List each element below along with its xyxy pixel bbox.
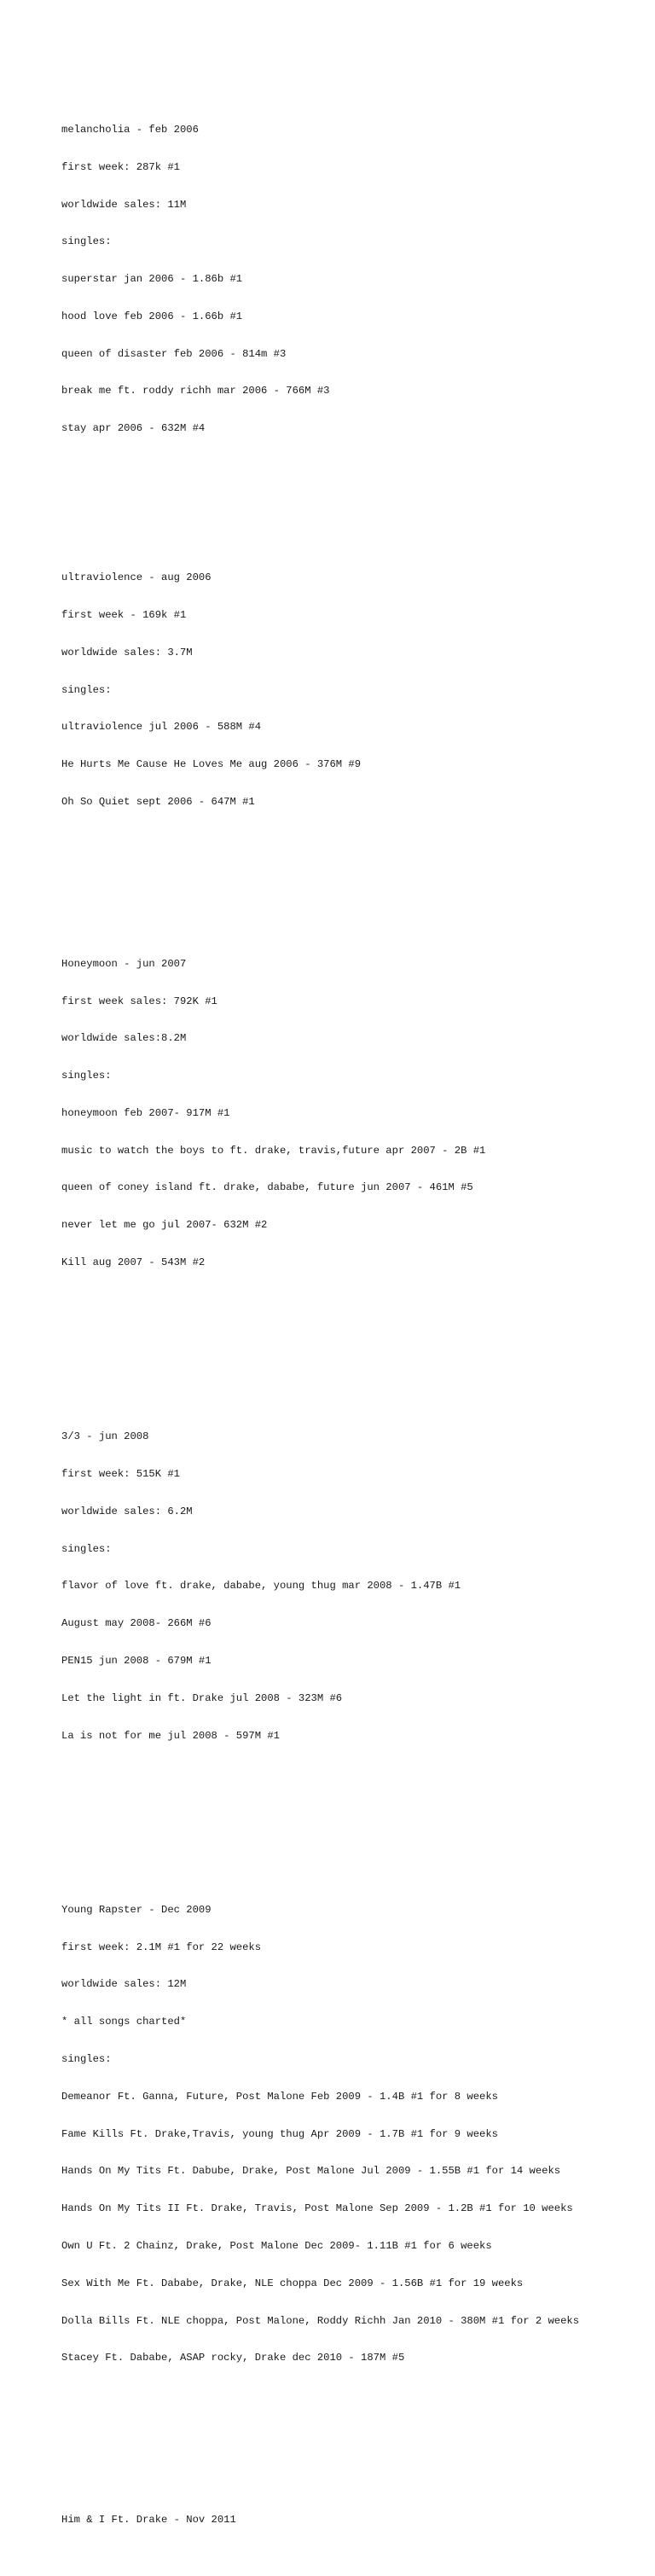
single-line: Hands On My Tits Ft. Dabube, Drake, Post Malone Jul 2009 - 1.55B #1 for 14 weeks (61, 2165, 561, 2178)
singles-heading: singles: (61, 235, 112, 248)
first-week-line: first week sales: 792K #1 (61, 995, 217, 1007)
single-line: superstar jan 2006 - 1.86b #1 (61, 273, 243, 286)
album-title: 3/3 - jun 2008 (61, 1430, 149, 1443)
album-title: Honeymoon - jun 2007 (61, 957, 187, 970)
album-title: Him & I Ft. Drake - Nov 2011 (61, 2514, 236, 2526)
worldwide-sales-line: worldwide sales: 3.7M (61, 646, 193, 659)
single-line: never let me go jul 2007- 632M #2 (61, 1219, 268, 1232)
album-section-melancholia (61, 99, 641, 460)
worldwide-sales-line: worldwide sales: 11M (61, 198, 187, 211)
single-line: queen of disaster feb 2006 - 814m #3 (61, 347, 287, 360)
single-line: Sex With Me Ft. Dababe, Drake, NLE choppa Dec 2009 - 1.56B #1 for 19 weeks (61, 2277, 524, 2289)
single-line: He Hurts Me Cause He Loves Me aug 2006 - 376M #9 (61, 758, 362, 771)
single-line: stay apr 2006 - 632M #4 (61, 422, 206, 435)
album-section-honeymoon (61, 933, 641, 1294)
singles-heading: singles: (61, 1070, 112, 1082)
single-line: queen of coney island ft. drake, dababe, future jun 2007 - 461M #5 (61, 1181, 473, 1194)
single-line: flavor of love ft. drake, dababe, young thug mar 2008 - 1.47B #1 (61, 1580, 461, 1593)
section-spacer (61, 497, 641, 510)
single-line: Dolla Bills Ft. NLE choppa, Post Malone, Roddy Richh Jan 2010 - 380M #1 for 2 weeks (61, 2314, 580, 2327)
worldwide-sales-line: worldwide sales: 12M (61, 1978, 187, 1991)
section-spacer (61, 1332, 641, 1369)
single-line: honeymoon feb 2007- 917M #1 (61, 1106, 230, 1119)
single-line: Oh So Quiet sept 2006 - 647M #1 (61, 796, 255, 809)
single-line: Demeanor Ft. Ganna, Future, Post Malone Feb 2009 - 1.4B #1 for 8 weeks (61, 2090, 498, 2103)
document-page (61, 61, 641, 2576)
section-spacer (61, 1804, 641, 1842)
single-line: La is not for me jul 2008 - 597M #1 (61, 1729, 280, 1742)
first-week-line: first week: 287k #1 (61, 160, 180, 173)
section-spacer (61, 2427, 641, 2451)
first-week-line: first week - 169k #1 (61, 609, 187, 622)
single-line: Let the light in ft. Drake jul 2008 - 323M #6 (61, 1691, 343, 1704)
album-title: Young Rapster - Dec 2009 (61, 1903, 212, 1916)
single-line: Kill aug 2007 - 543M #2 (61, 1256, 206, 1268)
first-week-line: first week: 2.1M #1 for 22 weeks (61, 1941, 262, 1953)
single-line: Own U Ft. 2 Chainz, Drake, Post Malone Dec 2009- 1.11B #1 for 6 weeks (61, 2239, 492, 2252)
single-line: music to watch the boys to ft. drake, travis,future apr 2007 - 2B #1 (61, 1144, 486, 1157)
first-week-line: first week: 515K #1 (61, 1468, 180, 1481)
album-title: melancholia - feb 2006 (61, 123, 199, 136)
single-line: August may 2008- 266M #6 (61, 1617, 212, 1630)
single-line: PEN15 jun 2008 - 679M #1 (61, 1655, 212, 1668)
album-section-3-3 (61, 1406, 641, 1767)
single-line: Hands On My Tits II Ft. Drake, Travis, Post Malone Sep 2009 - 1.2B #1 for 10 weeks (61, 2202, 573, 2215)
album-title: ultraviolence - aug 2006 (61, 571, 212, 584)
singles-heading: singles: (61, 2053, 112, 2066)
single-line: break me ft. roddy richh mar 2006 - 766M #3 (61, 385, 330, 397)
singles-heading: singles: (61, 1542, 112, 1555)
single-line: ultraviolence jul 2006 - 588M #4 (61, 721, 262, 734)
single-line: Fame Kills Ft. Drake,Travis, young thug Apr 2009 - 1.7B #1 for 9 weeks (61, 2127, 498, 2140)
single-line: Stacey Ft. Dababe, ASAP rocky, Drake dec 2010 - 187M #5 (61, 2352, 405, 2364)
album-section-him-and-i (61, 2489, 641, 2551)
worldwide-sales-line: worldwide sales: 6.2M (61, 1505, 193, 1517)
worldwide-sales-line: worldwide sales:8.2M (61, 1032, 187, 1045)
note-line: * all songs charted* (61, 2016, 187, 2028)
single-line: hood love feb 2006 - 1.66b #1 (61, 310, 243, 322)
singles-heading: singles: (61, 683, 112, 696)
album-section-young-rapster (61, 1879, 641, 2389)
section-spacer (61, 871, 641, 896)
album-section-ultraviolence (61, 547, 641, 833)
